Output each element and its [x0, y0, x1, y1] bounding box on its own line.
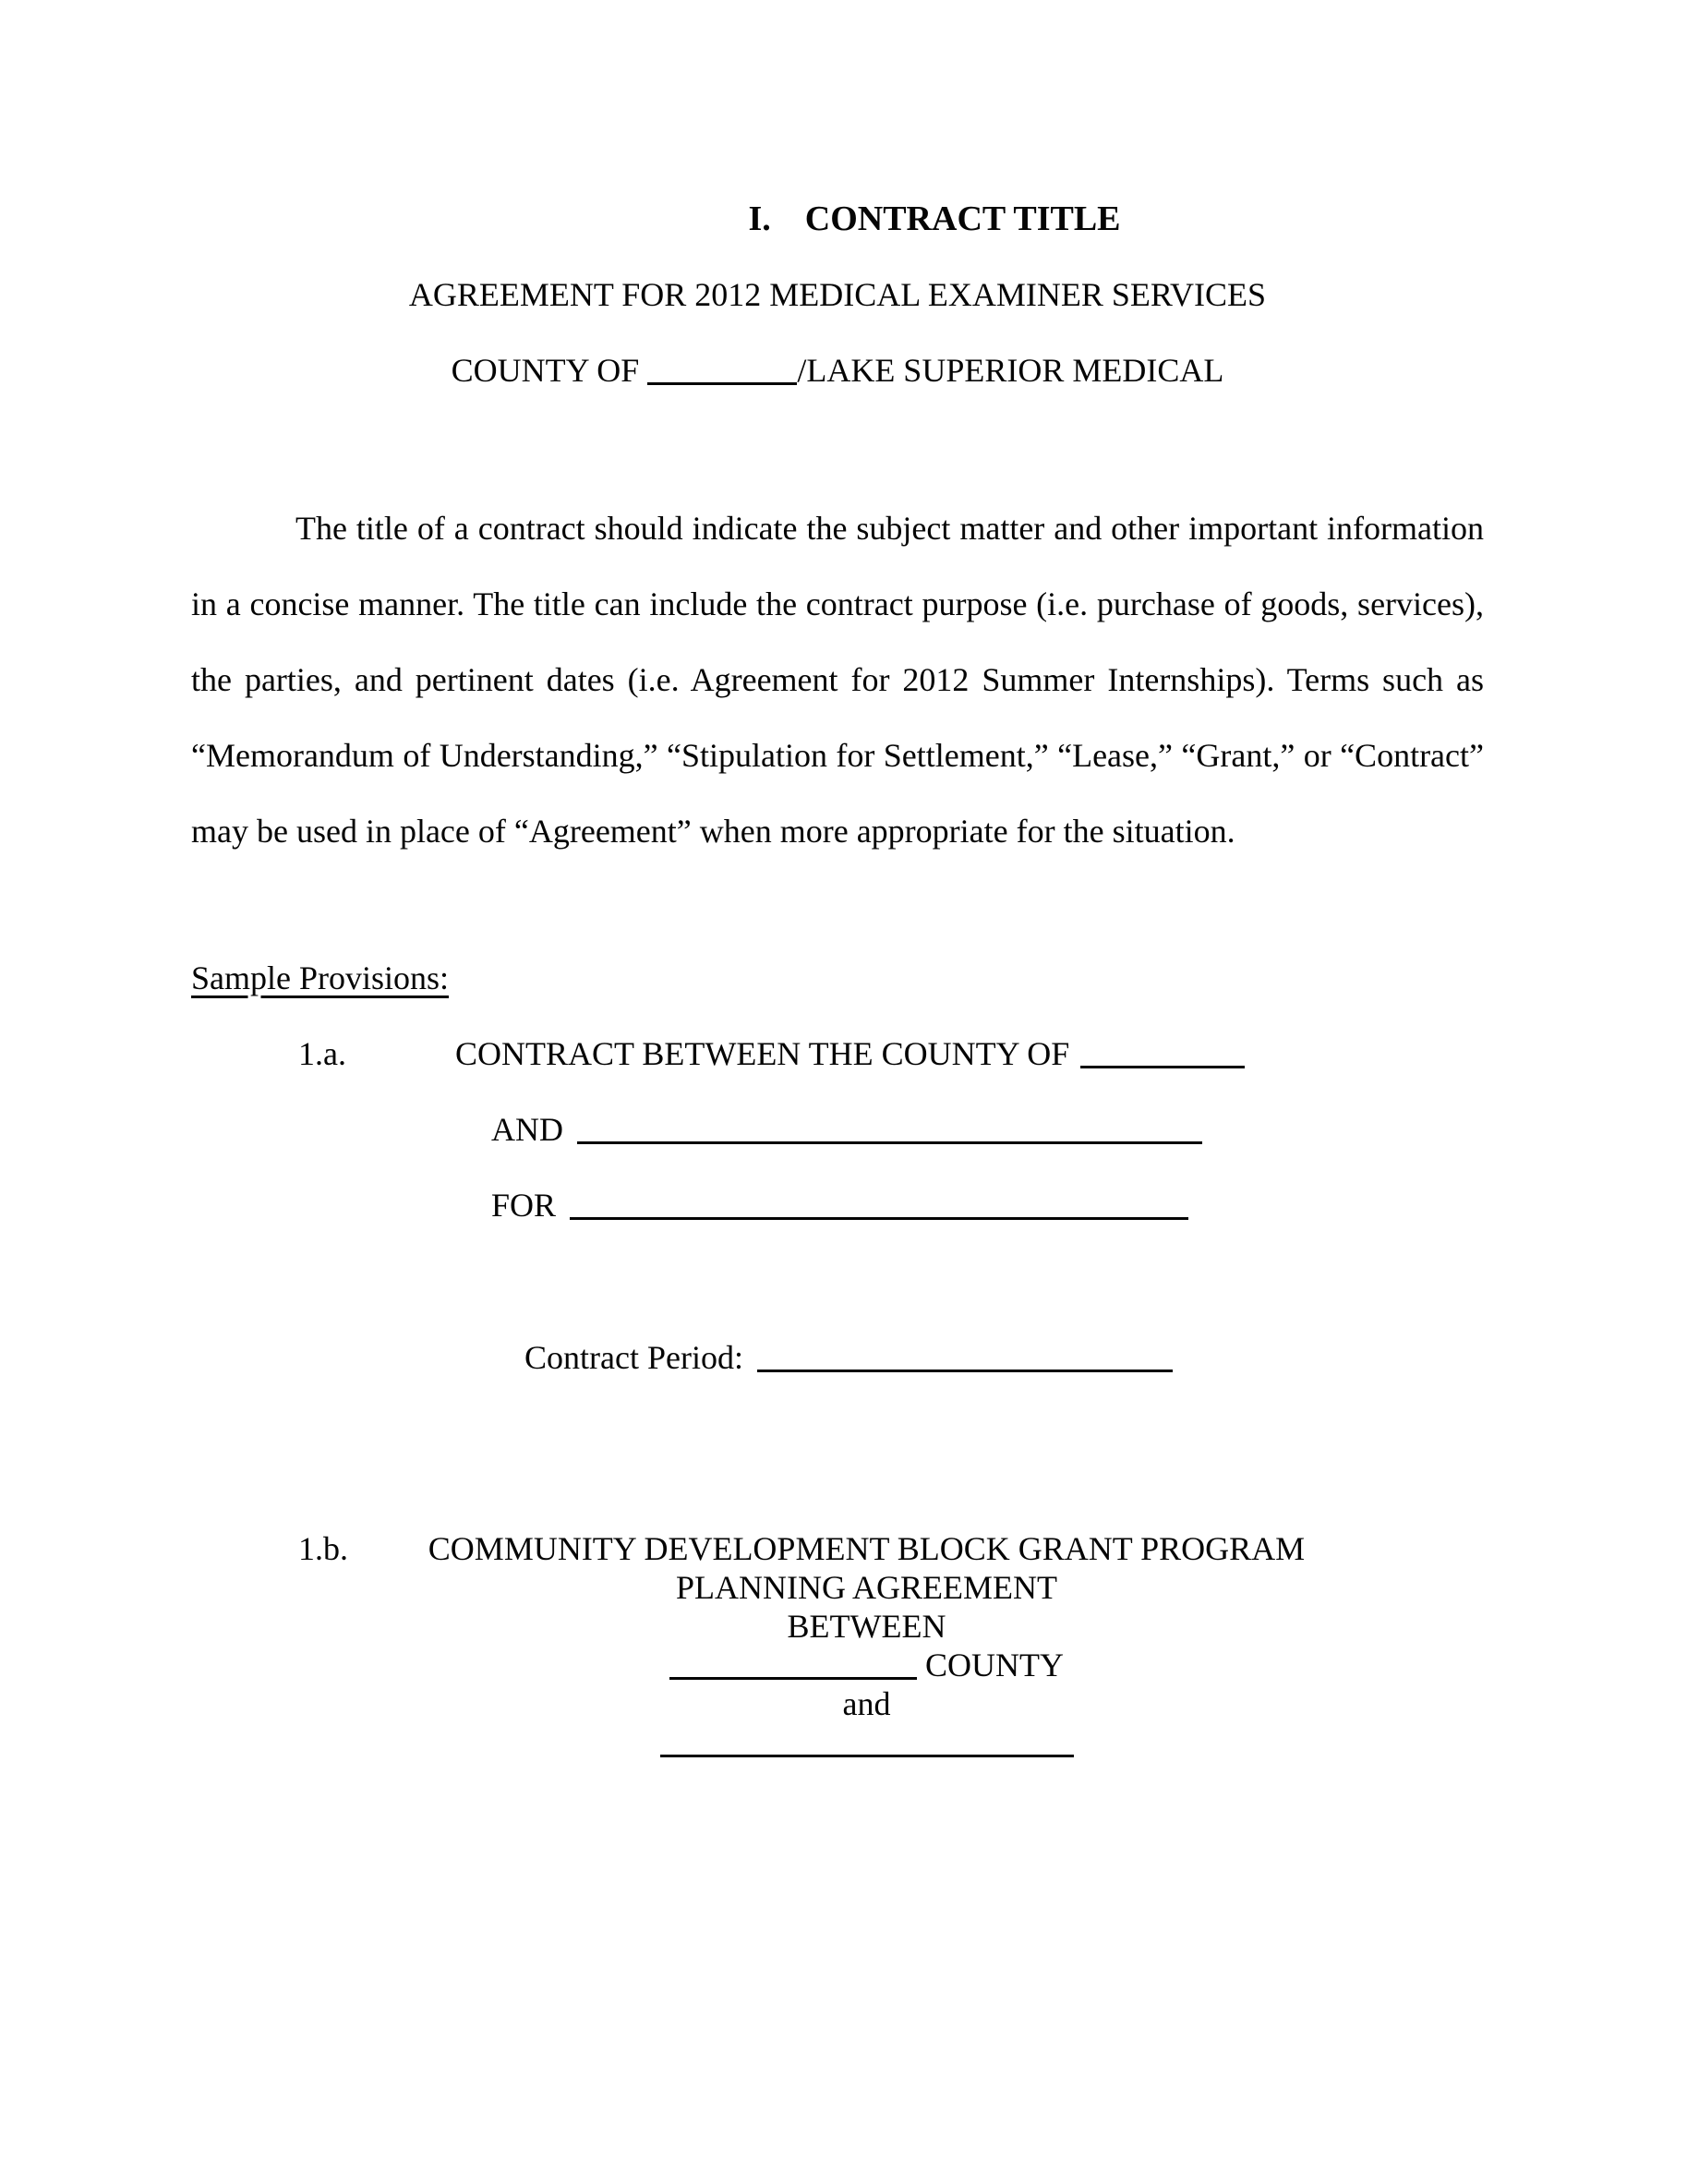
agreement-subtitle: AGREEMENT FOR 2012 MEDICAL EXAMINER SERVICES [408, 276, 1267, 313]
contract-period-label: Contract Period: [524, 1339, 743, 1376]
sample-provisions-heading: Sample Provisions: [191, 959, 450, 996]
section-numeral: I. [748, 199, 771, 238]
provision-1b-number: 1.b. [298, 1530, 348, 1567]
provision-1b-party-row [418, 1723, 1315, 1762]
provision-1b-text [418, 1529, 1315, 1762]
provision-1b-title-line1: COMMUNITY DEVELOPMENT BLOCK GRANT PROGRAM [428, 1530, 1306, 1567]
intro-paragraph: The title of a contract should indicate the subject matter and other important information in a concise manner. The title can include the contract purpose (i.e. purchase of goods, services), the parties, and pertinent dates (i.e. Agreement for 2012 Summer Internships). Terms such as “Memorandum of Understanding,” “Stipulation for Settlement,” “Lease,” “Grant,” or “Contract” may be used in place of “Agreement” when more appropriate for the situation. [191, 510, 1484, 850]
provision-1b-party-blank [660, 1727, 1074, 1757]
for-label: FOR [491, 1187, 557, 1224]
section-title: CONTRACT TITLE [804, 199, 1121, 238]
provision-1b-county-row [418, 1646, 1315, 1684]
provision-1b-county-blank [669, 1649, 917, 1680]
contract-period-blank [757, 1342, 1173, 1372]
provision-1a-title-row [191, 1016, 1484, 1092]
provision-1b-county-label: COUNTY [925, 1647, 1064, 1683]
provision-1b-block [191, 1529, 1484, 1762]
for-purpose-blank [570, 1189, 1188, 1220]
county-name-blank [647, 355, 797, 385]
provision-1a-for-row [191, 1167, 1484, 1243]
provision-1a-label: CONTRACT BETWEEN THE COUNTY OF [455, 1035, 1070, 1072]
provision-1b-between: BETWEEN [787, 1608, 946, 1645]
county-line-suffix: /LAKE SUPERIOR MEDICAL [797, 352, 1224, 389]
county-line [191, 332, 1484, 408]
county-line-prefix: COUNTY OF [451, 352, 640, 389]
contract-period-row [191, 1320, 1484, 1395]
provision-1b-title-line2: PLANNING AGREEMENT [676, 1569, 1057, 1606]
and-party-blank [577, 1114, 1202, 1144]
section-heading [288, 181, 1581, 257]
provision-1a-and-row [191, 1092, 1484, 1167]
provision-1a-number: 1.a. [298, 1035, 346, 1072]
provision-1a-county-blank [1080, 1038, 1245, 1068]
and-label: AND [491, 1111, 563, 1148]
provision-1b-and: and [842, 1685, 891, 1722]
